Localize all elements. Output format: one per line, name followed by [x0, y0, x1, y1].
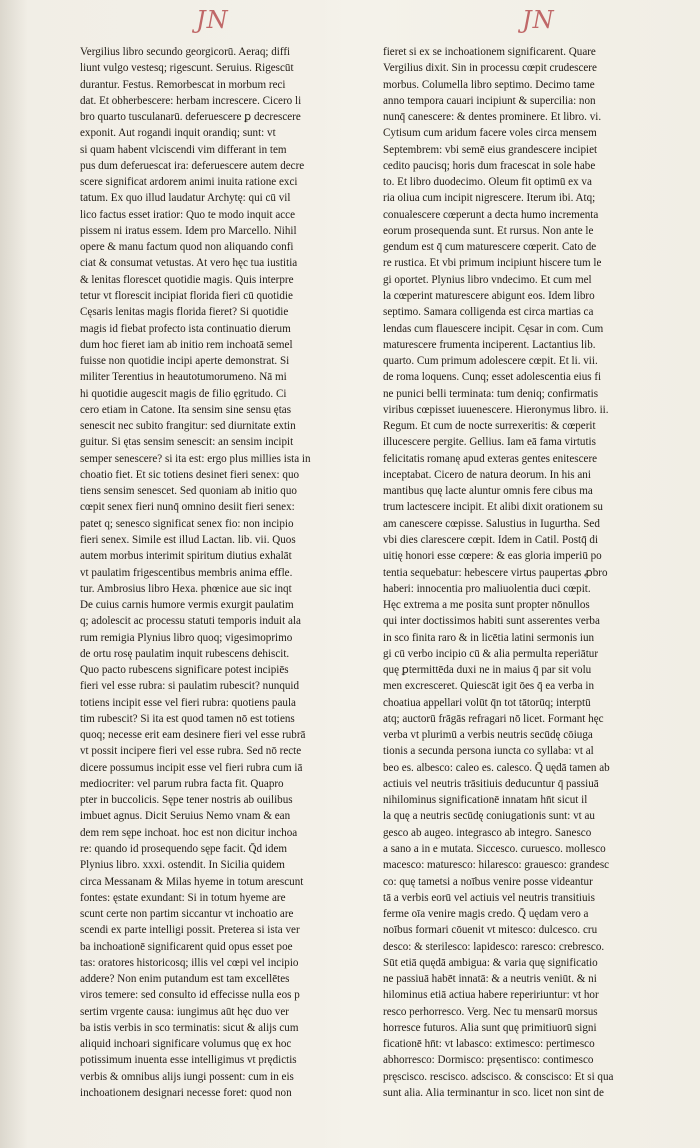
text-column-right — [383, 44, 659, 1101]
text-line: ferme oīa venire magis credo. Q̄ uędam vero a — [383, 908, 589, 921]
text-line: potissimum inuenta esse intelligimus vt prędictis — [80, 1054, 297, 1067]
text-line: patet q; senesco significat senex fio: non incipio — [80, 517, 294, 530]
text-line: verba vt plurimū a verbis neutris secūdę cōiuga — [383, 729, 593, 742]
text-line: choatio fiet. Et sic totiens desinet fieri senex: quo — [80, 468, 300, 481]
text-line: Quo pacto rubescens significare potest incipiēs — [80, 664, 289, 677]
gutter-shadow — [0, 0, 28, 1148]
text-line: ciat & consumat vetustas. At vero hęc tua iustitia — [80, 257, 298, 270]
text-line: co: quę tametsi a noībus venire posse videantur — [383, 875, 593, 888]
text-line: men excresceret. Quiescāt igit ōes q̄ ea verba in — [383, 680, 594, 693]
text-line: anno tempora cauari incipiunt & supercilia: non — [383, 94, 596, 107]
text-line: Septembrem: vbi semē eius grandescere incipiet — [383, 143, 598, 156]
text-line: semper senescere? si ita est: ergo plus millies ista in — [80, 452, 311, 465]
text-line: cedito paucisq; horis dum fracescat in sole habe — [383, 159, 596, 172]
text-line: ficationē hn̄t: vt labasco: extimesco: pertimesco — [383, 1038, 595, 1051]
text-line: magis id fiebat profecto ista continuatio dierum — [80, 322, 291, 335]
text-line: septimo. Samara colligenda est circa martias ca — [383, 306, 594, 319]
text-line: illucescere pergite. Gellius. Iam eā fama virtutis — [383, 436, 596, 449]
text-line: exponit. Aut rogandi inquit orandiq; sunt: vt — [80, 127, 276, 140]
text-line: tatum. Ex quo illud laudatur Archytę: qui cū vil — [80, 192, 291, 205]
text-line: viros temere: sed consulto id effecisse nulla eos p — [80, 989, 300, 1002]
text-line: mantibus quę lacte aluntur omnis fere cibus ma — [383, 485, 593, 498]
text-line: & lenitas florescet quotidie magis. Quis interpre — [80, 273, 294, 286]
text-line: vt possit incipere fieri vel esse rubra. Sed nō recte — [80, 745, 302, 758]
text-line: de ortu rosę paulatim inquit rubescens dehiscit. — [80, 647, 290, 660]
text-line: aliquid inchoari significare volumus quę ex hoc — [80, 1038, 292, 1051]
text-line: lico factus esset iratior: Quo te modo inquit acce — [80, 208, 296, 221]
text-line: fieri vel esse rubra: si paulatim rubescit? nunquid — [80, 680, 300, 693]
text-line: pter in buccolicis. Sępe tener nostris ab ouilibus — [80, 794, 293, 807]
text-line: dicere possumus incipit esse vel fieri rubra cum iā — [80, 761, 303, 774]
text-line: pręscisco. rescisco. adscisco. & conscisco: Et si qua — [383, 1070, 614, 1083]
text-line: Regum. Et cum de nocte surrexeritis: & cœperit — [383, 420, 596, 433]
text-line: Cęsaris lenitas magis florida fieret? Si quotidie — [80, 306, 289, 319]
text-line: totiens incipit esse vel fieri rubra: quotiens paula — [80, 696, 296, 709]
text-line: maturescere frumenta inciperent. Lactantius lib. — [383, 338, 596, 351]
text-line: scunt certe non partim siccantur vt inchoatio are — [80, 908, 294, 921]
text-line: la cœperint maturescere abigunt eos. Idem libro — [383, 289, 595, 302]
text-line: rum remigia Plynius libro quoq; vigesimoprimo — [80, 631, 293, 644]
text-line: Sūt etiā quędā ambigua: & varia quę significatio — [383, 956, 598, 969]
text-line: durantur. Festus. Remorbescat in morbum reci — [80, 78, 286, 91]
text-line: in sco finita raro & in licētia latini sermonis iun — [383, 631, 595, 644]
text-line: mediocriter: vel parum rubra facta fit. Quapro — [80, 777, 284, 790]
text-line: choatiua appellari volūt q̄n tot tātorūq; interptū — [383, 696, 591, 709]
text-line: tur. Ambrosius libro Hexa. phœnice aue sic inqt — [80, 582, 292, 595]
text-line: tā a verbis eorū vel actiuis vel neutris transitiuis — [383, 891, 595, 904]
text-line: ba istis verbis in sco terminatis: sicut & alijs cum — [80, 1021, 299, 1034]
text-line: lendas cum flauescere incipit. Cęsar in com. Cum — [383, 322, 604, 335]
text-line: hi quotidie augescit magis de filio ęgritudo. Ci — [80, 387, 287, 400]
text-line: gi cū verbo incipio cū & alia permulta reperiātur — [383, 647, 599, 660]
text-line: cero etiam in Catone. Ita sensim sine sensu ętas — [80, 403, 292, 416]
text-line: felicitatis romanę apud exteras gentes enitescere — [383, 452, 598, 465]
text-line: dum hoc fieret iam ab initio rem inchoatā semel — [80, 338, 293, 351]
text-line: hilominus etiā actiua habere repeririuntur: vt hor — [383, 989, 599, 1002]
text-line: ne punici belli terminata: tum deniq; confirmatis — [383, 387, 599, 400]
text-line: cœpit senex fieri nunq̄ omnino desiit fieri senex: — [80, 501, 295, 514]
text-line: dat. Et obherbescere: herbam increscere. Cicero li — [80, 94, 302, 107]
text-line: ba inchoationē significarent quid opus esset poe — [80, 940, 293, 953]
text-line: morbus. Columella libro septimo. Decimo tame — [383, 78, 595, 91]
text-line: am canescere cœpisse. Salustius in Iugurtha. Sed — [383, 517, 600, 530]
folio-mark-right: JN — [522, 6, 555, 34]
text-line: Plynius libro. xxxi. ostendit. In Sicilia quidem — [80, 859, 285, 872]
text-line: quarto. Cum primum adolescere cœpit. Et li. vii. — [383, 355, 598, 368]
text-line: sunt alia. Alia terminantur in sco. licet non sint de — [383, 1087, 604, 1099]
text-line: abhorresco: Dormisco: pręsentisco: contimesco — [383, 1054, 594, 1067]
text-line: actiuis vel neutris trāsitiuis deducuntur q̄ passiuā — [383, 777, 599, 790]
text-line: Cytisum cum aridum facere voles circa mensem — [383, 127, 597, 140]
text-line: atq; auctorū frāgās refragari nō licet. Formant hęc — [383, 712, 604, 725]
text-line: guitur. Si ętas sensim senescit: an sensim incipit — [80, 436, 294, 449]
text-line: q; adolescit ac processu statuti temporis induit ala — [80, 615, 301, 628]
folio-mark-left: JN — [196, 6, 229, 34]
text-line: eorum prosequenda sunt. Et rursus. Non ante le — [383, 224, 594, 237]
text-line: desco: & sterilesco: lapidesco: raresco: crebresco. — [383, 940, 605, 953]
text-line: tentia sequebatur: hebescere virtus paupertas ꝓbro — [383, 566, 608, 579]
text-line: vt paulatim frigescentibus membris anima effle. — [80, 566, 293, 579]
text-line: la quę a neutris secūdę coniugationis sunt: vt au — [383, 810, 595, 823]
text-line: Hęc extrema a me posita sunt propter nōnullos — [383, 599, 590, 612]
text-line: inchoationem designari necesse foret: quod non — [80, 1087, 292, 1099]
text-line: tiens sensim senescet. Sed quoniam ab initio quo — [80, 485, 297, 498]
text-line: Vergilius libro secundo georgicorū. Aeraq; diffi — [80, 46, 291, 58]
text-line: qui inter doctissimos habiti sunt asserentes verba — [383, 615, 600, 628]
text-line: gi oportet. Plynius libro vndecimo. Et cum mel — [383, 273, 592, 286]
text-line: opere & manu factum quod non aliquando confi — [80, 241, 294, 254]
text-line: tetur vt florescit incipiat florida fieri cū quotidie — [80, 289, 293, 302]
text-line: haberi: innocentia pro maliuolentia duci cœpit. — [383, 582, 591, 595]
text-line: sertim vrgente causa: iungimus aūt hęc duo ver — [80, 1005, 289, 1018]
text-line: viribus cœpisset iuuenescere. Hieronymus libro. ii. — [383, 403, 609, 416]
text-line: macesco: maturesco: hilaresco: grauesco: grandesc — [383, 859, 610, 872]
text-line: fieret si ex se inchoationem significarent. Quare — [383, 46, 596, 58]
text-line: scere significat ardorem animi inuita ratione exci — [80, 176, 298, 189]
text-line: verbis & omnibus alijs iungi possent: cum in eis — [80, 1070, 294, 1083]
text-column-left — [80, 44, 363, 1101]
text-line: re rustica. Et vbi primum incipiunt hiscere tum le — [383, 257, 602, 270]
text-line: quę ꝑtermittēda duxi ne in maius q̄ par sit volu — [383, 664, 592, 677]
text-line: tas: oratores historicosq; illis vel cœpi vel incipio — [80, 956, 299, 969]
text-line: horresce futuros. Alia sunt quę primitiuorū signi — [383, 1021, 597, 1034]
text-line: Vergilius dixit. Sin in processu cœpit crudescere — [383, 62, 597, 75]
text-line: bro quarto tusculanarū. deferuescere ꝑ decrescere — [80, 111, 301, 124]
text-line: uitię honori esse cœpere: & eas gloria imperiū po — [383, 550, 602, 563]
text-line: a sano a in e mutata. Siccesco. curuesco. mollesco — [383, 843, 606, 856]
text-line: militer Terentius in heautotumorumeno. Nā mi — [80, 371, 287, 384]
text-line: vbi dies clarescere cœpit. Idem in Catil. Postq̄ di — [383, 533, 599, 546]
text-line: autem morbus interimit spiritum diutius exhalāt — [80, 550, 292, 563]
text-line: De cuius carnis humore vermis exurgit paulatim — [80, 599, 294, 612]
text-line: inceptabat. Cicero de natura deorum. In his ani — [383, 468, 591, 481]
text-line: fontes: ęstate exundant: Si in totum hyeme are — [80, 891, 286, 904]
text-line: re: quando id prosequendo sępe facit. Q̄d idem — [80, 843, 288, 856]
text-line: fuisse non quotidie incipi aperte demonstrat. Si — [80, 355, 290, 368]
text-line: circa Messanam & Milas hyeme in totum arescunt — [80, 875, 304, 888]
text-line: noībus formari cōuenit vt mitesco: dulcesco. cru — [383, 924, 598, 937]
text-line: gesco ab augeo. integrasco ab integro. Sanesco — [383, 826, 592, 839]
text-line: quoq; necesse erit eam desinere fieri vel esse rubrā — [80, 729, 306, 742]
text-line: pissem ni iratus essem. Idem pro Marcello. Nihil — [80, 224, 297, 237]
text-line: senescit nec subito frangitur: sed diurnitate extin — [80, 420, 296, 433]
text-line: beo es. albesco: caleo es. calesco. Q̄ uędā tamen ab — [383, 761, 610, 774]
text-line: resco perhorresco. Verg. Nec tu mensarū morsus — [383, 1005, 598, 1018]
text-line: ne passiuā habēt innatā: & a neutris veniūt. & ni — [383, 973, 597, 986]
text-line: to. Et libro duodecimo. Oleum fit optimū ex va — [383, 176, 592, 189]
text-line: pus dum deferuescat ira: deferuescere autem decre — [80, 159, 305, 172]
text-line: ria oliua cum incipit nigrescere. Iterum ibi. Atq; — [383, 192, 596, 205]
text-line: liunt vulgo vestesq; rigescunt. Seruius. Rigescūt — [80, 62, 294, 75]
text-line: tim rubescit? Si ita est quod tamen nō est totiens — [80, 712, 295, 725]
text-line: nunq̄ canescere: & dentes prominere. Et libro. vi. — [383, 111, 602, 124]
text-line: si quam habent vlciscendi vim differant in tem — [80, 143, 287, 156]
text-line: conualescere cœperunt a decta humo incrementa — [383, 208, 599, 221]
text-line: dem rem sępe inchoat. hoc est non dicitur inchoa — [80, 826, 298, 839]
text-line: gendum est q̄ cum maturescere cœperit. Cato de — [383, 241, 597, 254]
text-line: scendi ex parte intelligi possit. Preterea si ista ver — [80, 924, 300, 937]
text-line: imbuet agnus. Dicit Seruius Nemo vnam & ean — [80, 810, 291, 823]
text-line: fieri senex. Simile est illud Lactan. lib. vii. Quos — [80, 533, 296, 546]
text-line: tionis a secunda persona iuncta co syllaba: vt al — [383, 745, 594, 758]
text-line: nihilominus significationē innatam hn̄t sicut il — [383, 794, 588, 807]
text-line: de roma loquens. Cunq; esset adolescentia eius fi — [383, 371, 602, 384]
text-line: addere? Non enim putandum est tam excellētes — [80, 973, 290, 986]
text-line: trum lactescere incipit. Et alibi dixit orationem su — [383, 501, 603, 514]
